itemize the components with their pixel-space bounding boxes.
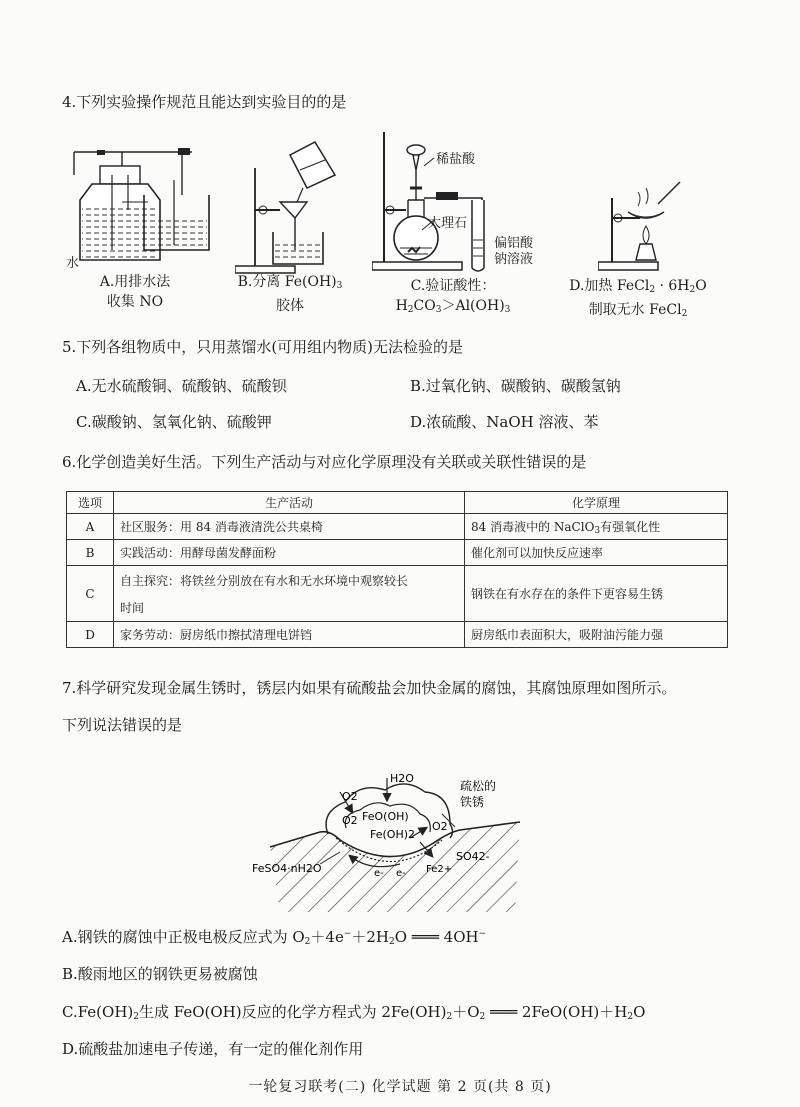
diagram-loose-rust-2: 铁锈	[460, 795, 485, 809]
q4-option-b-line2: 胶体	[276, 298, 304, 314]
q6-stem: 6.化学创造美好生活。下列生产活动与对应化学原理没有关联或关联性错误的是	[62, 453, 587, 471]
q4-option-b-line1	[220, 272, 360, 296]
q4-option-d-text4: 制取无水 FeCl	[588, 302, 682, 318]
diagram-e1: e-	[374, 868, 384, 879]
q4-option-c-aloh: ＞Al(OH)	[441, 298, 505, 314]
q7-option-c-t2: 生成 FeO(OH)反应的化学方程式为 2Fe(OH)	[139, 1003, 447, 1021]
q7-option-a-s3: 2	[389, 937, 395, 947]
q7-option-a-t3: ＋2H	[351, 928, 389, 946]
row-c-activity-line1: 自主探究：将铁丝分别放在有水和无水环境中观察较长	[120, 573, 409, 588]
diagram-h2o-top: H2O	[390, 772, 414, 785]
q5-option-c: C.碳酸钠、氢氧化钠、硫酸钾	[76, 413, 272, 431]
apparatus-b-drawing	[235, 140, 355, 275]
q7-option-c-t3: ＋O	[452, 1003, 480, 1021]
label-aluminate-line2: 钠溶液	[494, 252, 534, 267]
diagram-feoh2: Fe(OH)2	[370, 828, 416, 841]
q5-option-b: B.过氧化钠、碳酸钠、碳酸氢钠	[410, 377, 621, 395]
q5-option-d: D.浓硫酸、NaOH 溶液、苯	[410, 413, 599, 431]
q4-option-c-line2	[378, 296, 528, 320]
table-header-row	[67, 492, 728, 514]
q7-option-c-s2: 2	[446, 1012, 453, 1022]
q4-option-d-text2: · 6H	[655, 278, 690, 294]
q7-option-a-s4: −	[478, 929, 487, 939]
q4-option-c-line1: C.验证酸性：	[410, 278, 496, 294]
row-a-principle	[465, 514, 728, 540]
row-d-activity: 家务劳动：厨房纸巾擦拭清理电饼铛	[114, 622, 465, 648]
q7-option-c-t4: ═══ 2FeO(OH)＋H	[485, 1003, 628, 1021]
q7-option-b: B.酸雨地区的钢铁更易被腐蚀	[62, 965, 258, 983]
row-c-activity-line2: 时间	[120, 600, 145, 615]
apparatus-a-drawing	[62, 140, 232, 270]
q4-option-d-sub3: 2	[681, 309, 688, 319]
q4-option-b	[220, 272, 360, 316]
label-marble: 大理石	[428, 216, 468, 231]
q4-option-d-text3: O	[695, 278, 707, 294]
q7-option-c-s4: 2	[627, 1012, 634, 1022]
row-d-option: D	[67, 622, 114, 648]
q7-option-a	[62, 926, 486, 947]
diagram-loose-rust-1: 疏松的	[460, 779, 497, 793]
q4-option-c-sub1: 2	[407, 305, 414, 315]
label-aluminate-line1: 偏铝酸	[494, 236, 534, 251]
q4-option-a	[80, 272, 190, 312]
header-principle: 化学原理	[465, 492, 728, 514]
diagram-o2-top: O2	[342, 790, 358, 803]
q4-stem: 4.下列实验操作规范且能达到实验目的的是	[62, 93, 347, 111]
q4-option-a-line2: 收集 NO	[106, 294, 164, 310]
header-activity: 生产活动	[114, 492, 465, 514]
q7-stem: 7.科学研究发现金属生锈时，锈层内如果有硫酸盐会加快金属的腐蚀，其腐蚀原理如图所示。	[62, 679, 677, 697]
diagram-so4: SO42-	[456, 850, 490, 863]
q4-option-d-text1: D.加热 FeCl	[569, 278, 650, 294]
q4-option-d	[558, 276, 718, 324]
table-row	[67, 540, 728, 566]
q5-option-a: A.无水硫酸铜、硫酸钠、硫酸钡	[76, 377, 287, 395]
header-option: 选项	[67, 492, 114, 514]
diagram-e2: e-	[396, 868, 406, 879]
q4-option-c-co: CO	[413, 298, 436, 314]
table-row	[67, 514, 728, 540]
corrosion-diagram	[250, 752, 550, 912]
row-a-option: A	[67, 514, 114, 540]
q6-table	[66, 491, 728, 648]
diagram-o2-right: O2	[432, 820, 448, 833]
row-b-principle: 催化剂可以加快反应速率	[465, 540, 728, 566]
table-row	[67, 566, 728, 622]
q4-option-d-line1	[558, 276, 718, 300]
q7-option-c-s1: 2	[133, 1012, 139, 1022]
q7-option-c-t1: C.Fe(OH)	[62, 1003, 134, 1021]
label-water: 水	[66, 256, 80, 271]
label-aluminate	[494, 236, 533, 268]
row-c-principle: 钢铁在有水存在的条件下更容易生锈	[465, 566, 728, 622]
q7-option-c-s3: 2	[479, 1012, 486, 1022]
q4-option-b-sub: 3	[336, 281, 343, 291]
apparatus-d-drawing	[598, 178, 688, 273]
q4-option-c	[378, 276, 528, 320]
q4-option-c-sub3: 3	[504, 305, 511, 315]
table-row	[67, 622, 728, 648]
row-a-principle-text: 84 消毒液中的 NaClO	[471, 519, 595, 534]
q7-option-c	[62, 1001, 645, 1022]
label-dilute-hcl: 稀盐酸	[436, 152, 476, 167]
page-footer: 一轮复习联考(二) 化学试题 第 2 页(共 8 页)	[248, 1079, 552, 1095]
row-b-activity: 实践活动：用酵母菌发酵面粉	[114, 540, 465, 566]
row-a-principle-text2: 有强氧化性	[600, 519, 661, 534]
q7-option-a-t4: O ═══ 4OH	[394, 928, 479, 946]
q4-option-b-text: B.分离 Fe(OH)	[237, 274, 337, 290]
row-c-option: C	[67, 566, 114, 622]
diagram-fe2: Fe2+	[426, 864, 453, 875]
row-a-activity: 社区服务：用 84 消毒液清洗公共桌椅	[114, 514, 465, 540]
q7-option-a-t2: ＋4e	[310, 928, 344, 946]
q7-option-a-t1: A.钢铁的腐蚀中正极电极反应式为 O	[62, 928, 305, 946]
row-d-principle: 厨房纸巾表面积大，吸附油污能力强	[465, 622, 728, 648]
q7-sub-stem: 下列说法错误的是	[62, 716, 183, 734]
row-b-option: B	[67, 540, 114, 566]
q7-option-a-s1: 2	[304, 937, 311, 947]
q4-option-a-line1: A.用排水法	[99, 274, 171, 290]
diagram-o2-left: O2	[342, 814, 358, 827]
q7-option-c-t5: O	[633, 1003, 646, 1021]
q4-option-c-h: H	[395, 298, 408, 314]
row-c-activity	[114, 566, 465, 622]
q4-option-d-sub2: 2	[689, 285, 696, 295]
row-a-principle-sub: 3	[594, 525, 601, 536]
q7-option-a-s2: −	[343, 929, 352, 939]
diagram-feso4: FeSO4·nH2O	[252, 862, 322, 875]
q7-option-d: D.硫酸盐加速电子传递，有一定的催化剂作用	[62, 1040, 364, 1058]
q4-option-d-sub1: 2	[649, 285, 656, 295]
diagram-feooh: FeO(OH)	[362, 810, 409, 823]
q5-stem: 5.下列各组物质中，只用蒸馏水(可用组内物质)无法检验的是	[62, 338, 464, 356]
q4-option-c-sub2: 3	[435, 305, 442, 315]
q4-option-d-line2	[558, 300, 718, 324]
